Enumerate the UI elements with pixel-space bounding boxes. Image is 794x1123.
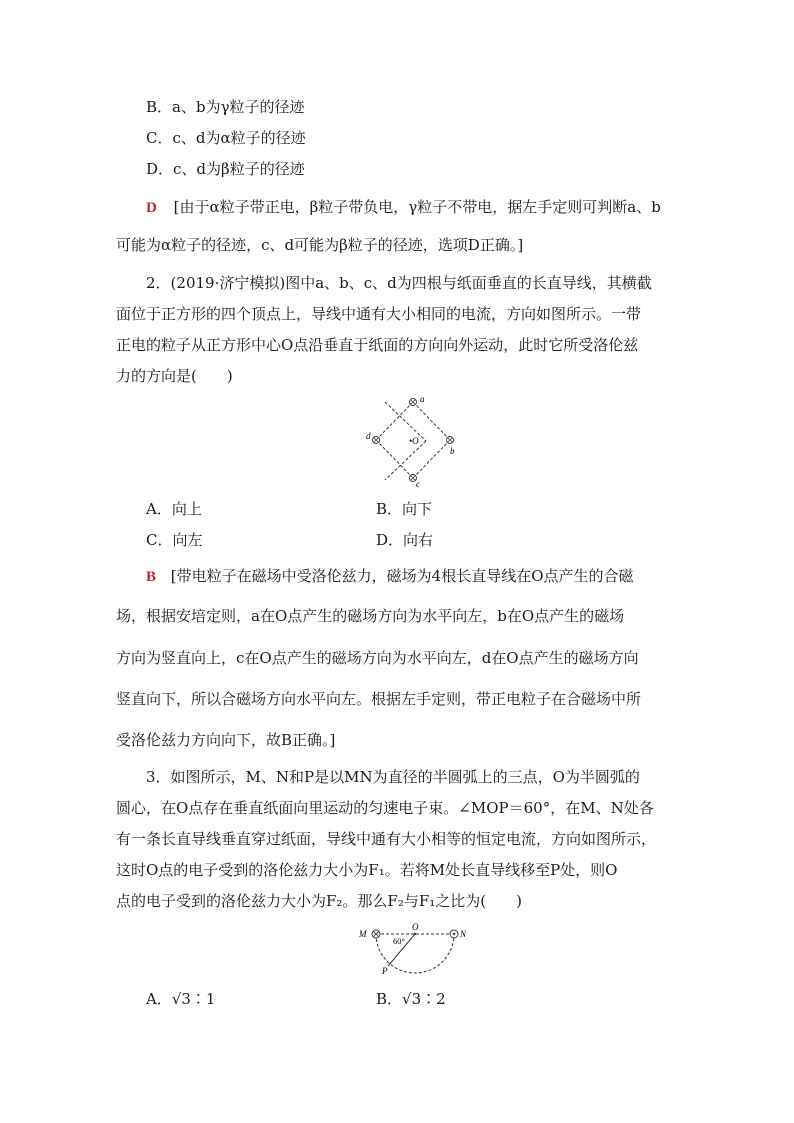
wire-a-into-page-icon — [410, 399, 417, 406]
label-p: P — [382, 966, 388, 976]
q2-stem-line2: 面位于正方形的四个顶点上，导线中通有大小相同的电流，方向如图所示。一带 — [116, 305, 642, 323]
q3-option-b: B．√3∶2 — [376, 990, 446, 1008]
q2-wire-square-figure — [360, 394, 470, 490]
wire-b-into-page-icon — [447, 437, 454, 444]
label-b: b — [450, 446, 455, 456]
wire-n-out-of-page-icon — [450, 930, 458, 938]
q1-option-d: D．c、d为β粒子的径迹 — [146, 160, 305, 178]
label-o: O — [412, 922, 419, 932]
angle-label: 60° — [393, 936, 405, 946]
q3-stem-line2: 圆心，在O点存在垂直纸面向里运动的匀速电子束。∠MOP＝60°，在M、N处各 — [116, 799, 654, 817]
center-o-dot — [414, 933, 416, 935]
label-d: d — [366, 431, 371, 441]
semicircle-arc — [376, 934, 454, 973]
edge-ab — [385, 402, 426, 441]
q3-stem-line5: 点的电子受到的洛伦兹力大小为F₂。那么F₂与F₁之比为( ) — [116, 892, 522, 910]
q1-explanation-line2: 可能为α粒子的径迹，c、d可能为β粒子的径迹，选项D正确。] — [116, 236, 524, 254]
q1-answer-letter: D — [146, 200, 157, 216]
q2-explanation-line2: 场，根据安培定则，a在O点产生的磁场方向为水平向左，b在O点产生的磁场 — [116, 607, 625, 625]
q2-option-c: C．向左 — [146, 531, 203, 549]
q3-stem-line3: 有一条长直导线垂直穿过纸面，导线中通有大小相等的恒定电流，方向如图所示， — [116, 830, 657, 848]
q1-option-b: B．a、b为γ粒子的径迹 — [146, 98, 305, 116]
wire-d-into-page-icon — [373, 437, 380, 444]
q2-option-b: B．向下 — [376, 500, 433, 518]
q3-semicircle-figure — [356, 922, 466, 978]
q2-stem-line1: 2．(2019·济宁模拟)图中a、b、c、d为四根与纸面垂直的长直导线，其横截 — [146, 274, 652, 292]
label-m: M — [359, 929, 367, 939]
label-a: a — [420, 394, 425, 404]
q2-explanation-line3: 方向为竖直向上，c在O点产生的磁场方向为水平向左，d在O点产生的磁场方向 — [116, 649, 639, 667]
label-n: N — [460, 929, 466, 939]
q2-option-d: D．向右 — [376, 531, 434, 549]
q2-explanation-line1: B [带电粒子在磁场中受洛伦兹力，磁场为4根长直导线在O点产生的合磁 — [146, 567, 634, 585]
edge-bc — [385, 441, 426, 480]
wire-m-into-page-icon — [372, 930, 380, 938]
q3-option-a: A．√3∶1 — [146, 990, 216, 1008]
q2-stem-line3: 正电的粒子从正方形中心O点沿垂直于纸面的方向向外运动，此时它所受洛伦兹 — [116, 336, 639, 354]
q2-stem-line4: 力的方向是( ) — [116, 367, 233, 385]
q1-option-c: C．c、d为α粒子的径迹 — [146, 129, 306, 147]
label-o: •O — [409, 436, 419, 446]
q3-stem-line1: 3．如图所示，M、N和P是以MN为直径的半圆弧上的三点，O为半圆弧的 — [146, 768, 640, 786]
q3-stem-line4: 这时O点的电子受到的洛伦兹力大小为F₁。若将M处长直导线移至P处，则O — [116, 861, 618, 879]
q2-answer-letter: B — [146, 569, 157, 585]
q2-explanation-line5: 受洛伦兹力方向向下，故B正确。] — [116, 731, 336, 749]
label-c: c — [416, 479, 420, 489]
q1-explanation-line1: D [由于α粒子带正电，β粒子带负电，γ粒子不带电，据左手定则可判断a、b — [146, 198, 661, 216]
q2-option-a: A．向上 — [146, 500, 202, 518]
q2-explanation-line4: 竖直向下，所以合磁场方向水平向左。根据左手定则，带正电粒子在合磁场中所 — [116, 690, 642, 708]
